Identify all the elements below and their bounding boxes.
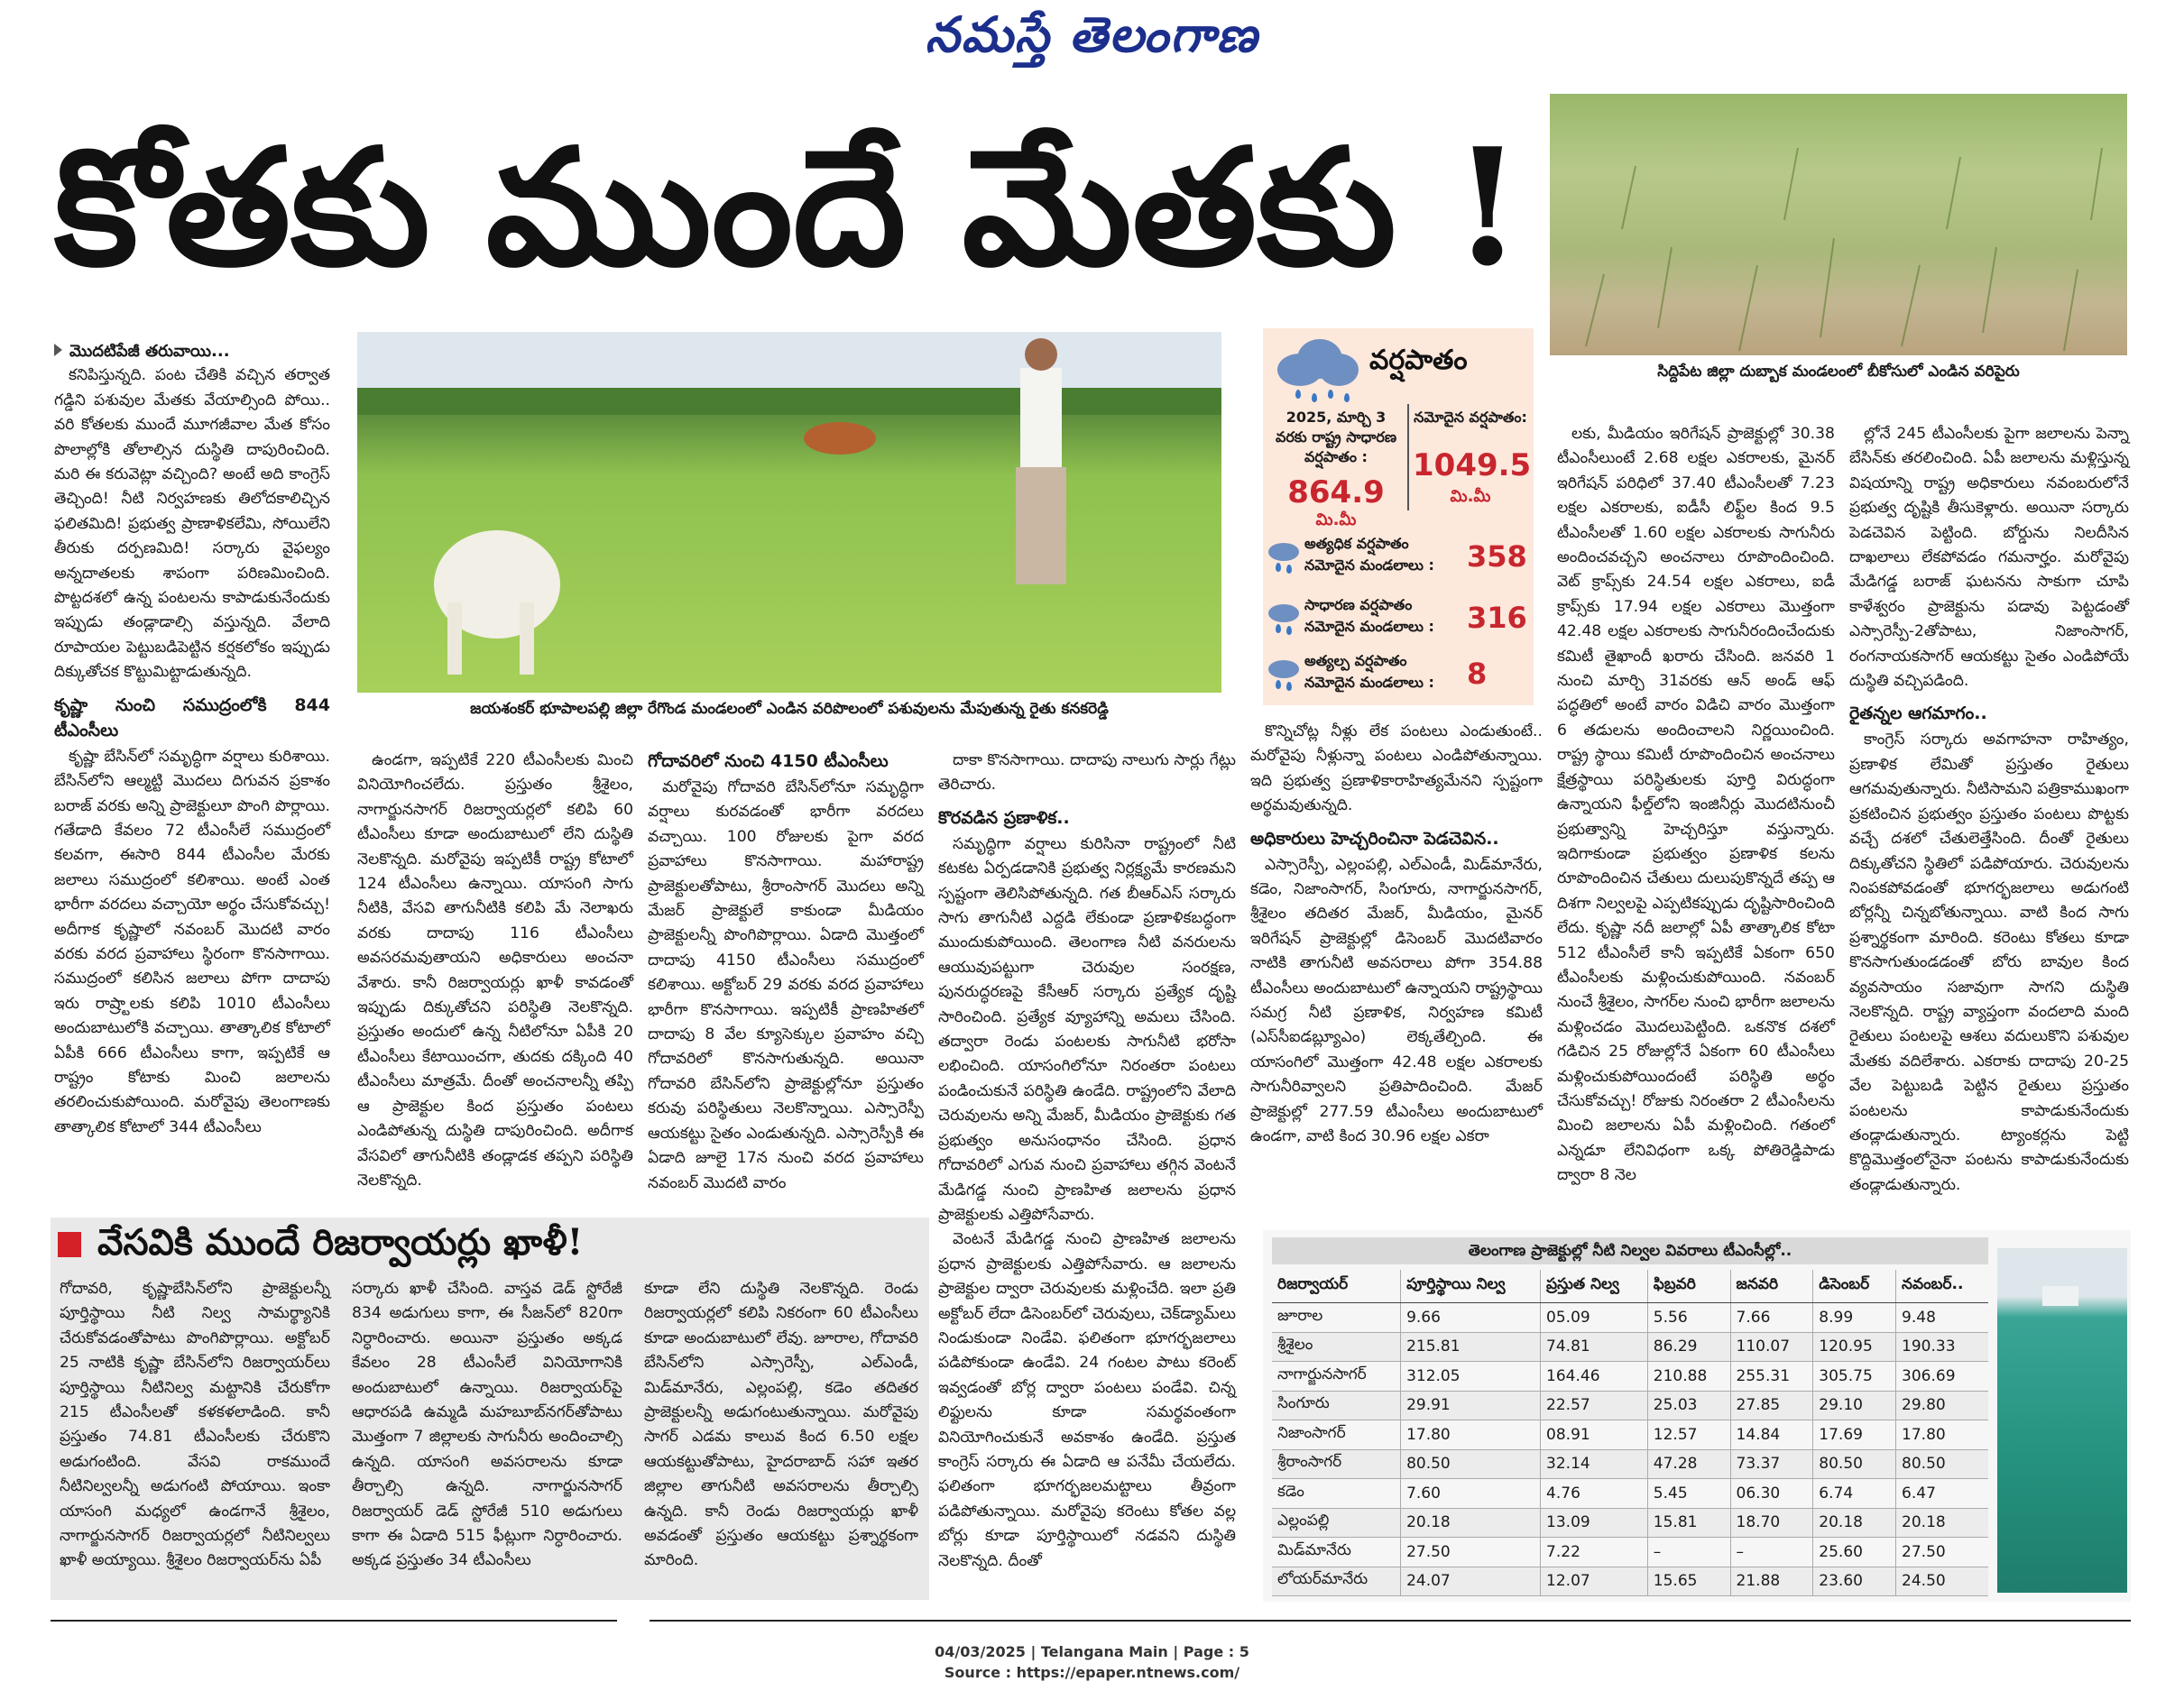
red-square-marker [58,1232,81,1257]
col5-para1: కొన్నిచోట్ల నీళ్లు లేక పంటలు ఎండుతుంటే.. మరోవైపు నీళ్లున్నా పంటలు ఎండిపోతున్నాయి. ఇది ప్రభుత్వ ప్రణాళికారాహిత్యమేనని స్పష్టంగా అర్థమవుతున్నది. [1250,722,1543,815]
rain-row-normal-line2: నమోదైన మండలాలు : [1304,618,1434,635]
rain-row-low-value: 8 [1467,657,1488,691]
bottom-rule-right [650,1620,2131,1622]
col7-subhead: రైతన్నల ఆగమాగం.. [1849,703,1987,724]
col1-subhead: కృష్ణా నుంచి సముద్రంలోకి 844 టీఎంసీలు [54,694,330,740]
rain-row-high [1268,528,1528,583]
table-cell: 7.60 [1401,1479,1541,1509]
table-cell: 7.66 [1730,1303,1813,1333]
table-cell: 17.80 [1401,1420,1541,1450]
col7-para2: కాంగ్రెస్ సర్కారు అవగాహనా రాహిత్యం, ప్రణాళిక లేమితో ప్రస్తుతం రైతులు ఆగమవుతున్నారు. నీటిసామని పత్రికాముఖంగా ప్రకటించిన ప్రభుత్వం ప్రస్తుతం పంటలు పొట్టకు వచ్చే దశలో చేతులెత్తేసింది. దీంతో రైతులు దిక్కుతోచని స్థితిలో పడిపోయారు. చెరువులను నింపకపోవడంతో భూగర్భజలాలు అడుగంటి బోర్లన్నీ చిన్నబోతున్నాయి. వాటి కింద సాగు ప్రశ్నార్థకంగా మారింది. కరెంటు కోతలు కూడా కొనసాగుతుండడంతో బోరు బావుల కింద వ్యవసాయం సజావుగా సాగని దుస్థితి నెలకొన్నది. రాష్ట్ర వ్యాప్తంగా వందలాది మంది రైతులు పంటలపై ఆశలు వదులుకొని పశువుల మేతకు వదిలేశారు. ఎకరాకు దాదాపు 20-25 వేల పెట్టుబడి పెట్టిన రైతులు ప్రస్తుతం పంటలను కాపాడుకునేందుకు తండ్లాడుతున్నారు. ట్యాంకర్లను పెట్టి కొద్దిమొత్తంలోనైనా పంటను కాపాడుకునేందుకు తండ్లాడుతున్నారు. [1849,731,2129,1194]
table-cell: 14.84 [1730,1420,1813,1450]
column-4 [938,749,1236,1570]
rain-row-low [1268,646,1528,700]
col7-para1: ల్లోనే 245 టీఎంసీలకు పైగా జలాలను పెన్నా బేసిన్‌కు తరలించింది. ఏపీ జలాలను మళ్లిస్తున్న విషయాన్ని రాష్ట్ర అధికారులు నవంబరులోనే ప్రభుత్వ దృష్టికి తీసుకెళ్లారు. అయినా సర్కారు పెడచెవిన పెట్టింది. బోర్డును నిలదీసిన దాఖలాలు లేకపోవడం గమనార్హం. మరోవైపు మేడిగడ్డ బరాజ్ ఘటనను సాకుగా చూపి కాళేశ్వరం ప్రాజెక్టును పడావు పెట్టడంతో ఎస్సారెస్పీ-2తోపాటు, నిజాంసాగర్, రంగనాయకసాగర్ ఆయకట్టు సైతం ఎండిపోయే దుస్థితి వచ్చిపడింది. [1849,425,2129,691]
table-cell: 120.95 [1813,1332,1896,1362]
reservoir-box-heading: వేసవికి ముందే రిజర్వాయర్లు ఖాళీ! [97,1221,584,1264]
cattle-scene [357,332,1221,693]
table-row [1272,1449,1988,1479]
table-cell: – [1730,1538,1813,1567]
table-cell: 23.60 [1813,1567,1896,1596]
table-cell: 08.91 [1541,1420,1648,1450]
column-7 [1849,422,2129,1198]
table-cell: 255.31 [1730,1362,1813,1392]
reservoir-table-box [1263,1230,2131,1602]
col2-para1: ఉండగా, ఇప్పటికే 220 టీఎంసీలకు మించి వినియోగించలేదు. ప్రస్తుతం శ్రీశైలం, నాగార్జునసాగర్ రిజర్వాయర్లలో కలిపి 60 టీఎంసీలు కూడా అందుబాటులో లేని దుస్థితి నెలకొన్నది. మరోవైపు ఇప్పటికీ రాష్ట్ర కోటాలో 124 టీఎంసీలు ఉన్నాయి. యాసంగి సాగు నీటికి, వేసవి తాగునీటికి కలిపి మే నెలాఖరు వరకు దాదాపు 116 టీఎంసీలు అవసరమవుతాయని అధికారులు అంచనా వేశారు. కానీ రిజర్వాయర్లు ఖాళీ కావడంతో ఇప్పుడు దిక్కుతోచని పరిస్థితి నెలకొన్నది. ప్రస్తుతం అందులో ఉన్న నీటిలోనూ ఏపీకి 20 టీఎంసీలు కేటాయించగా, తుదకు దక్కింది 40 టీఎంసీలు మాత్రమే. దీంతో అంచనాలన్నీ తప్పి ఆ ప్రాజెక్టుల కింద ప్రస్తుతం పంటలు ఎండిపోతున్న దుస్థితి దాపురించింది. అదీగాక వేసవిలో తాగునీటికి తండ్లాడక తప్పని పరిస్థితి నెలకొన్నది. [357,751,633,1190]
table-cell: 312.05 [1401,1362,1541,1392]
table-row [1272,1332,1988,1362]
table-cell: 21.88 [1730,1567,1813,1596]
table-cell: 80.50 [1896,1449,1988,1479]
headline: కోతకు ముందే మేతకు ! [54,113,1523,301]
table-cell: 190.33 [1896,1332,1988,1362]
column-3 [648,749,924,1199]
table-header-cell: డిసెంబర్ [1813,1270,1896,1303]
table-cell: 32.14 [1541,1449,1648,1479]
table-cell: 13.09 [1541,1508,1648,1538]
raincloud-icon [1268,538,1299,574]
table-cell: 15.81 [1647,1508,1730,1538]
photo-cattle-grazing [357,332,1221,693]
table-cell: 8.99 [1813,1303,1896,1333]
normal-rainfall-value: 864.9 [1287,474,1385,510]
table-cell: 9.48 [1896,1303,1988,1333]
recorded-rainfall-unit: మి.మీ [1450,487,1491,506]
table-cell: 5.45 [1647,1479,1730,1509]
masthead: నమస్తే తెలంగాణ [925,5,1259,63]
rain-row-normal-value: 316 [1467,601,1527,635]
reservoir-box-col3: కూడా లేని దుస్థితి నెలకొన్నది. రెండు రిజర్వాయర్లలో కలిపి నికరంగా 60 టీఎంసీలు కూడా అందుబాటులో లేవు. జూరాల, గోదావరి బేసిన్‌లోని ఎస్సారెస్పీ, ఎల్ఎండీ, మిడ్‌మానేరు, ఎల్లంపల్లి, కడెం తదితర ప్రాజెక్టులన్నీ అడుగంటుతున్నాయి. మరోవైపు సాగర్ ఎడమ కాలువ కింద 6.50 లక్షల ఆయకట్టుతోపాటు, హైదరాబాద్ సహా ఇతర జిల్లాల తాగునీటి అవసరాలను తీర్చాల్సి ఉన్నది. కానీ రెండు రిజర్వాయర్లు ఖాళీ అవడంతో ప్రస్తుతం ఆయకట్టు ప్రశ్నార్థకంగా మారింది. [644,1280,918,1570]
col3-para1: మరోవైపు గోదావరి బేసిన్‌లోనూ సమృద్ధిగా వర్షాలు కురవడంతో భారీగా వరదలు వచ్చాయి. 100 రోజులకు పైగా వరద ప్రవాహాలు కొనసాగాయి. మహారాష్ట్ర ప్రాజెక్టులతోపాటు, శ్రీరాంసాగర్ మొదలు అన్ని మేజర్ ప్రాజెక్టులే కాకుండా మీడియం ప్రాజెక్టులన్నీ పొంగిపొర్లాయి. ఏడాది మొత్తంలో దాదాపు 4150 టీఎంసీలు సముద్రంలో కలిశాయి. అక్టోబర్ 29 వరకు వరద ప్రవాహాలు భారీగా కొనసాగాయి. ఇప్పటికీ ప్రాణహితలో దాదాపు 8 వేల క్యూసెక్కుల ప్రవాహం వచ్చి గోదావరిలో కొనసాగుతున్నది. అయినా గోదావరి బేసిన్‌లోని ప్రాజెక్టుల్లోనూ ప్రస్తుతం కరువు పరిస్థితులు నెలకొన్నాయి. ఎస్సారెస్పీ ఆయకట్టు సైతం ఎండుతున్నది. ఎస్సారెస్పీకి ఈ ఏడాది జూలై 17న నుంచి వరద ప్రవాహాలు నవంబర్ మొదటి వారం [648,778,924,1192]
normal-rainfall [1268,474,1404,533]
col3-subhead: గోదావరిలో నుంచి 4150 టీఎంసీలు [648,751,889,771]
column-6 [1557,422,1835,1198]
table-cell: 24.07 [1401,1567,1541,1596]
table-cell: 17.80 [1896,1420,1988,1450]
table-cell: 20.18 [1401,1508,1541,1538]
table-reservoir-name: కడెం [1272,1479,1401,1509]
col4-para2: సమృద్ధిగా వర్షాలు కురిసినా రాష్ట్రంలో నీటి కటకట ఏర్పడడానికి ప్రభుత్వ నిర్లక్ష్యమే కారణమని స్పష్టంగా తెలిసిపోతున్నది. గత బీఆర్ఎస్ సర్కారు సాగు తాగునీటి ఎద్దడి లేకుండా ప్రణాళికబద్ధంగా ముందుకుపోయింది. తెలంగాణ నీటి వనరులను ఆయువుపట్టుగా చెరువుల సంరక్షణ, పునరుద్ధరణపై కేసీఆర్ సర్కారు ప్రత్యేక దృష్టి సారించింది. ప్రత్యేక వ్యూహాన్ని అమలు చేసింది. తద్వారా రెండు పంటలకు సాగునీటి భరోసా లభించింది. యాసంగిలోనూ నిరంతరా పంటలు పండించుకునే పరిస్థితి ఉండేది. రాష్ట్రంలోని వేలాది చెరువులను అన్ని మేజర్, మీడియం ప్రాజెక్టుకు గత ప్రభుత్వం అనుసంధానం చేసింది. ప్రధాన గోదావరిలో ఎగువ నుంచి ప్రవాహాలు తగ్గిన వెంటనే మేడిగడ్డ నుంచి ప్రాణహిత జలాలను ప్రధాన ప్రాజెక్టులకు ఎత్తిపోసేవారు. [938,834,1236,1224]
table-header-cell: పూర్తిస్థాయి నిల్వ [1401,1270,1541,1303]
table-header-cell: నవంబర్.. [1896,1270,1988,1303]
table-cell: 29.91 [1401,1391,1541,1420]
column-1 [54,339,330,1196]
col4-para1: దాకా కొనసాగాయి. దాదాపు నాలుగు సార్లు గేట్లు తెరిచారు. [938,751,1236,795]
table-reservoir-name: సింగూరు [1272,1391,1401,1420]
table-cell: 22.57 [1541,1391,1648,1420]
col1-para2: కృష్ణా బేసిన్‌లో సమృద్ధిగా వర్షాలు కురిశాయి. బేసిన్‌లోని ఆల్మట్టి మొదలు దిగువన ప్రకాశం బరాజ్ వరకు అన్ని ప్రాజెక్టులూ పొంగి పొర్లాయి. గతేడాది కేవలం 72 టీఎంసీలే సముద్రంలో కలవగా, ఈసారి 844 టీఎంసీల మేరకు జలాలు సముద్రంలో కలిశాయి. అంటే ఎంత భారీగా వరదలు వచ్చాయో అర్థం చేసుకోవచ్చు! అదీగాక కృష్ణాలో నవంబర్ మొదటి వారం వరకు వరద ప్రవాహాలు స్థిరంగా కొనసాగాయి. సముద్రంలో కలిసిన జలాలు పోగా దాదాపు ఇరు రాష్ర్టాలకు కలిపి 1010 టీఎంసీలు అందుబాటులోకి వచ్చాయి. తాత్కాలిక కోటాలో ఏపీకి 666 టీఎంసీలు కాగా, ఇప్పటికే ఆ రాష్ట్రం కోటాకు మించి జలాలను తరలించుకుపోయింది. మరోవైపు తెలంగాణకు తాత్కాలిక కోటాలో 344 టీఎంసీలు [54,747,331,1136]
rain-row-high-line2: నమోదైన మండలాలు : [1304,556,1434,574]
table-row [1272,1538,1988,1567]
table-header-cell: ఫిబ్రవరి [1647,1270,1730,1303]
table-cell: 164.46 [1541,1362,1648,1392]
table-cell: 24.50 [1896,1567,1988,1596]
normal-rainfall-label: 2025, మార్చి 3 వరకు రాష్ట్ర సాధారణ వర్షపాతం : [1275,409,1397,465]
rain-row-normal-line1: సాధారణ వర్షపాతం [1304,596,1413,613]
table-row [1272,1391,1988,1420]
rainfall-title: వర్షపాతం [1369,345,1468,376]
table-cell: 18.70 [1730,1508,1813,1538]
table-cell: 215.81 [1401,1332,1541,1362]
table-cell: 110.07 [1730,1332,1813,1362]
column-5 [1250,720,1543,1198]
reservoir-structure [2042,1286,2078,1306]
table-cell: 15.65 [1647,1567,1730,1596]
table-cell: 7.22 [1541,1538,1648,1567]
table-cell: 29.80 [1896,1391,1988,1420]
reservoir-table-title: తెలంగాణ ప్రాజెక్టుల్లో నీటి నిల్వల వివరాలు టీఎంసీల్లో.. [1272,1237,1988,1264]
table-row [1272,1303,1988,1333]
table-cell: 27.50 [1896,1538,1988,1567]
table-row [1272,1362,1988,1392]
table-cell: 25.03 [1647,1391,1730,1420]
table-row [1272,1567,1988,1596]
paddy-texture [1550,94,2127,355]
table-reservoir-name: ఎల్లంపల్లి [1272,1508,1401,1538]
reservoir-box [51,1218,929,1600]
table-cell: 305.75 [1813,1362,1896,1392]
table-cell: 6.47 [1896,1479,1988,1509]
table-cell: 5.56 [1647,1303,1730,1333]
table-cell: 12.07 [1541,1567,1648,1596]
table-cell: 06.30 [1730,1479,1813,1509]
reservoir-table [1272,1270,1988,1596]
table-cell: 20.18 [1896,1508,1988,1538]
photo-dried-paddy [1550,94,2127,355]
table-cell: 05.09 [1541,1303,1648,1333]
col1-para1: కనిపిస్తున్నది. పంట చేతికి వచ్చిన తర్వాత గడ్డిని పశువుల మేతకు వేయాల్సింది పోయి.. వరి కోతలకు ముందే మూగజీవాల మేత కోసం పొలాల్లోకి తోలాల్సిన దుస్థితి దాపురించింది. మరి ఈ కరువెట్లా వచ్చింది? అంటే అది కాంగ్రెస్ తెచ్చింది! నీటి నిర్వహణకు తిలోదకాలిచ్చిన ఫలితమిది! ప్రభుత్వ ప్రాణాళికలేమి, సోయిలేని తీరుకు దర్పణమిది! సర్కారు వైఫల్యం అన్నదాతలకు శాపంగా పరిణమించింది. పొట్టదశలో ఉన్న పంటలను కాపాడుకునేందుకు ఇప్పుడు తండ్లాడాల్సి వస్తున్నది. వేలాది రూపాయల పెట్టుబడిపెట్టిన కర్షకలోకం ఇప్పుడు దిక్కుతోచక కొట్టుమిట్టాడుతున్నది. [54,366,330,682]
col5-subhead: అధికారులు హెచ్చరించినా పెడచెవిన.. [1250,828,1499,849]
photo-reservoir-water [1997,1248,2127,1593]
col6-para1: లకు, మీడియం ఇరిగేషన్ ప్రాజెక్టుల్లో 30.38 టీఎంసీలుంటే 2.68 లక్షల ఎకరాలకు, మైనర్ ఇరిగేషన్ పరిధిలో 37.40 టీఎంసీలతో 7.23 లక్షల ఎకరాలకు, ఐడీసీ లిఫ్ట్‌ల కింద 9.5 టీఎంసీలతో 1.60 లక్షల ఎకరాలకు సాగునీరు అందించవచ్చని అంచనాలు రూపొందించింది. వెట్ క్రాప్స్‌కు 24.54 లక్షల ఎకరాలు, ఐడీ క్రాప్స్‌కు 17.94 లక్షల ఎకరాలు మొత్తంగా 42.48 లక్షల ఎకరాలకు సాగునీరందించేందుకు కమిటీ తైఖాందీ ఖరారు చేసింది. జనవరి 1 నుంచి మార్చి 31వరకు ఆన్ అండ్ ఆఫ్ పద్ధతిలో అంటే వారం విడిచి వారం మొత్తంగా 6 తడులను అందించాలని నిర్ణయించింది. రాష్ట్ర స్థాయి కమిటీ రూపొందించిన అంచనాలు క్షేత్రస్థాయి పరిస్థితులకు పూర్తి విరుద్ధంగా ఉన్నాయని ఫీల్డ్‌లోని ఇంజినీర్లు మొదటినుంచీ ప్రభుత్వాన్ని హెచ్చరిస్తూ వస్తున్నారు. ఇదిగాకుండా ప్రభుత్వం ప్రణాళిక కలను రూపొందించిన చేతులు దులుపుకొన్నదే తప్ప ఆ దిశగా నిల్వలపై ఎప్పటికప్పుడు దృష్టిసారించింది లేదు. కృష్ణా నదీ జలాల్లో ఏపీ తాత్కాలిక కోటా 512 టీఎంసీలే కానీ ఇప్పటికే ఏకంగా 650 టీఎంసీలకు మళ్లించుకుపోయింది. నవంబర్ నుంచే శ్రీశైలం, సాగర్‌ల నుంచి భారీగా జలాలను మళ్లించడం మొదలుపెట్టింది. ఒకనొక దశలో గడిచిన 25 రోజుల్లోనే ఏకంగా 60 టీఎంసీలు మళ్లించుకుపోయిందంటే పరిస్థితి అర్థం చేసుకోవచ్చు! రోజుకు నిరంతరా 2 టీఎంసీలను మించి జలాలను ఏపీ మళ్లించింది. గతంలో ఎన్నడూ లేనివిధంగా ఒక్క పోతిరెడ్డిపాడు ద్వారా 8 నెల [1557,425,1835,1185]
table-cell: 47.28 [1647,1449,1730,1479]
table-reservoir-name: లోయర్‌మానేరు [1272,1567,1401,1596]
column-2 [357,749,633,1199]
table-cell: 9.66 [1401,1303,1541,1333]
table-cell: 80.50 [1401,1449,1541,1479]
table-header-cell: రిజర్వాయర్ [1272,1270,1401,1303]
table-reservoir-name: నిజాంసాగర్ [1272,1420,1401,1450]
col5-para2: ఎస్సారెస్పీ, ఎల్లంపల్లి, ఎల్ఎండీ, మిడ్‌మానేరు, కడెం, నిజాంసాగర్, సింగూరు, నాగార్జునసాగర్, శ్రీశైలం తదితర మేజర్, మీడియం, మైనర్ ఇరిగేషన్ ప్రాజెక్టుల్లో డిసెంబర్ మొదటివారం నాటికి తాగునీటి అవసరాలు పోగా 354.88 టీఎంసీలు అందుబాటులో ఉన్నాయని రాష్ట్రస్థాయి సమగ్ర నీటి ప్రణాళిక, నిర్వహణ కమిటీ (ఎస్‌సీఐడబ్ల్యూఎం) లెక్కతేల్చింది. ఈ యాసంగిలో మొత్తంగా 42.48 లక్షల ఎకరాలకు సాగునీరివ్వాలని ప్రతిపాదించింది. మేజర్ ప్రాజెక్టుల్లో 277.59 టీఎంసీలు అందుబాటులో ఉండగా, వాటి కింద 30.96 లక్షల ఎకరా [1250,855,1543,1146]
table-reservoir-name: జూరాల [1272,1303,1401,1333]
table-cell: 73.37 [1730,1449,1813,1479]
table-cell: 29.10 [1813,1391,1896,1420]
table-cell: 74.81 [1541,1332,1648,1362]
table-reservoir-name: నాగార్జునసాగర్ [1272,1362,1401,1392]
table-cell: 20.18 [1813,1508,1896,1538]
table-cell: 86.29 [1647,1332,1730,1362]
caption-dried-paddy: సిద్దిపేట జిల్లా దుబ్బాక మండలంలో బీకోసులో ఎండిన వరిపైరు [1657,363,2020,381]
col4-para3: వెంటనే మేడిగడ్డ నుంచి ప్రాణహిత జలాలను ప్రధాన ప్రాజెక్టులకు ఎత్తిపోసేవారు. ఆ జలాలను ప్రాజెక్టుల ద్వారా చెరువులకు మళ్లించేది. ఇలా ప్రతి అక్టోబర్ లేదా డిసెంబర్‌లో చెరువులు, చెక్‌డ్యామ్‌లు నిండుకుండా నిండేవి. ఫలితంగా భూగర్భజలాలు పడిపోకుండా ఉండేవి. 24 గంటల పాటు కరెంట్ ఇవ్వడంతో బోర్ల ద్వారా పంటలు పండేవి. చిన్న లిఫ్టులను కూడా సమర్థవంతంగా వినియోగించుకునే అవకాశం ఉండేది. ప్రస్తుత కాంగ్రెస్ సర్కారు ఈ ఏడాది ఆ పనేమీ చేయలేదు. ఫలితంగా భూగర్భజలమట్టాలు తీవ్రంగా పడిపోతున్నాయి. మరోవైపు కరెంటు కోతల వల్ల బోర్లు కూడా పూర్తిస్థాయిలో నడవని దుస్థితి నెలకొన్నది. దీంతో [938,1230,1236,1570]
table-row [1272,1420,1988,1450]
table-cell: 27.50 [1401,1538,1541,1567]
rain-row-normal [1268,590,1528,644]
table-reservoir-name: మిడ్‌మానేరు [1272,1538,1401,1567]
table-cell: 27.85 [1730,1391,1813,1420]
continued-kicker: మొదటిపేజీ తరువాయి... [54,339,330,363]
footer-source: Source : https://epaper.ntnews.com/ [944,1664,1240,1681]
table-cell: 6.74 [1813,1479,1896,1509]
footer-page-info: 04/03/2025 | Telangana Main | Page : 5 [935,1643,1249,1660]
cloud-icon [1277,337,1359,400]
rain-row-high-line1: అత్యధిక వర్షపాతం [1304,535,1409,552]
rain-row-high-value: 358 [1467,539,1527,574]
table-cell: 17.69 [1813,1420,1896,1450]
table-cell: 25.60 [1813,1538,1896,1567]
caption-cattle-grazing: జయశంకర్ భూపాలపల్లి జిల్లా రేగొండ మండలంలో ఎండిన వరిపొలంలో పశువులను మేపుతున్న రైతు కనకరెడ్డి [470,700,1109,718]
rain-row-low-line1: అత్యల్ప వర్షపాతం [1304,652,1407,669]
footer [0,1641,2184,1683]
table-reservoir-name: శ్రీరాంసాగర్ [1272,1449,1401,1479]
col4-subhead: కొరవడిన ప్రణాళిక.. [938,807,1070,828]
raincloud-icon [1268,599,1299,635]
rainfall-box [1263,328,1534,705]
rain-divider [1407,404,1409,510]
table-cell: 210.88 [1647,1362,1730,1392]
table-cell: 306.69 [1896,1362,1988,1392]
table-reservoir-name: శ్రీశైలం [1272,1332,1401,1362]
table-cell: – [1647,1538,1730,1567]
raincloud-icon [1268,655,1299,691]
table-cell: 80.50 [1813,1449,1896,1479]
recorded-rainfall-value: 1049.5 [1413,447,1532,483]
table-cell: 12.57 [1647,1420,1730,1450]
recorded-rainfall-label: నమోదైన వర్షపాతం: [1414,409,1527,426]
reservoir-box-col1: గోదావరి, కృష్ణాబేసిన్‌లోని ప్రాజెక్టులన్నీ పూర్తిస్థాయి నీటి నిల్వ సామర్థ్యానికి చేరుకోవడంతోపాటు పొంగిపొర్లాయి. అక్టోబర్ 25 నాటికి కృష్ణా బేసిన్‌లోని రిజర్వాయర్‌లు పూర్తిస్థాయి నీటినిల్వ మట్టానికి చేరుకోగా 215 టీఎంసీలతో కళకళలాడింది. కానీ ప్రస్తుతం 74.81 టీఎంసీలకు చేరుకొని అడుగంటింది. వేసవి రాకముందే నీటినిల్వలన్నీ అడుగంటి పోయాయి. ఇంకా యాసంగి మధ్యలో ఉండగానే శ్రీశైలం, నాగార్జునసాగర్ రిజర్వాయర్లలో నీటినిల్వలు ఖాళీ అయ్యాయి. శ్రీశైలం రిజర్వాయర్‌ను ఏపీ [60,1280,330,1570]
table-row [1272,1479,1988,1509]
table-cell: 4.76 [1541,1479,1648,1509]
reservoir-box-col2: సర్కారు ఖాళీ చేసింది. వాస్తవ డెడ్ స్టోరేజీ 834 అడుగులు కాగా, ఈ సీజన్‌లో 820గా నిర్ధారించారు. అయినా ప్రస్తుతం అక్కడ కేవలం 28 టీఎంసీలే వినియోగానికి అందుబాటులో ఉన్నాయి. రిజర్వాయర్‌పై ఆధారపడి ఉమ్మడి మహబూబ్‌నగర్‌తోపాటు మొత్తంగా 7 జిల్లాలకు సాగునీరు అందించాల్సి ఉన్నది. యాసంగి అవసరాలను కూడా తీర్చాల్సి ఉన్నది. నాగార్జునసాగర్ రిజర్వాయర్ డెడ్ స్టోరేజీ 510 అడుగులు కాగా ఈ ఏడాది 515 ఫీట్లుగా నిర్ధారించారు. అక్కడ ప్రస్తుతం 34 టీఎంసీలు [352,1280,622,1570]
table-header-cell: ప్రస్తుత నిల్వ [1541,1270,1648,1303]
normal-rainfall-unit: మి.మీ [1315,510,1357,529]
rain-row-low-line2: నమోదైన మండలాలు : [1304,674,1434,691]
bottom-rule-left [51,1620,617,1622]
table-row [1272,1508,1988,1538]
table-header-cell: జనవరి [1730,1270,1813,1303]
